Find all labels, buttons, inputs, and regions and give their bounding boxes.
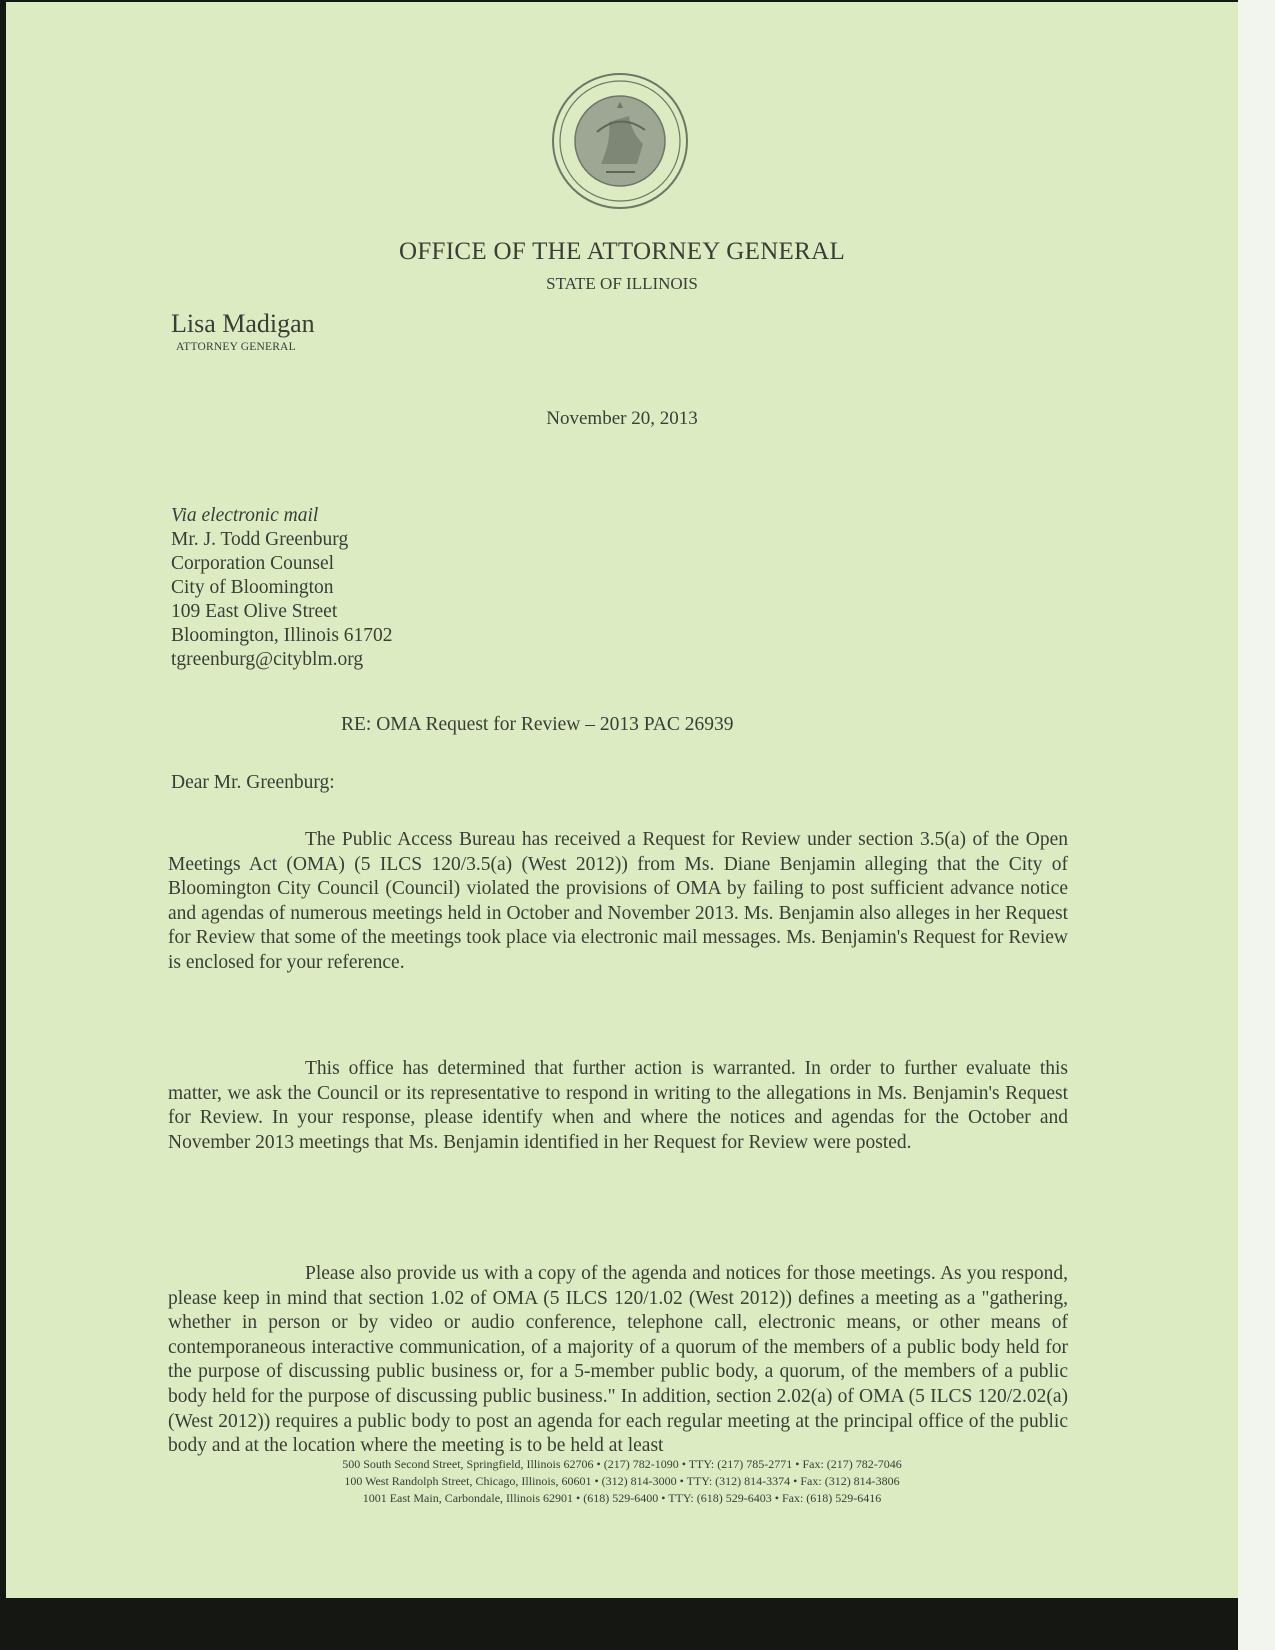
attorney-general-name: Lisa Madigan — [171, 309, 315, 338]
delivery-method: Via electronic mail — [171, 505, 319, 526]
scan-edge — [1238, 0, 1275, 1650]
recipient-title: Corporation Counsel — [171, 553, 335, 574]
recipient-city-state-zip: Bloomington, Illinois 61702 — [171, 625, 393, 646]
letter-page — [6, 2, 1238, 1598]
footer-chicago-address: 100 West Randolph Street, Chicago, Illinois, 60601 • (312) 814-3000 • TTY: (312) 814-3374 • Fax: (312) 814-3806 — [344, 1474, 900, 1488]
subject-line: RE: OMA Request for Review – 2013 PAC 26939 — [341, 714, 734, 735]
footer-carbondale-address: 1001 East Main, Carbondale, Illinois 62901 • (618) 529-6400 • TTY: (618) 529-6403 • Fax: (618) 529-6416 — [362, 1491, 882, 1505]
recipient-street: 109 East Olive Street — [171, 601, 338, 622]
recipient-address-block — [171, 504, 393, 672]
letter-date: November 20, 2013 — [546, 408, 698, 429]
recipient-organization: City of Bloomington — [171, 577, 334, 598]
illinois-attorney-general-seal-icon — [551, 72, 689, 210]
salutation: Dear Mr. Greenburg: — [171, 772, 335, 793]
body-paragraph: Please also provide us with a copy of the agenda and notices for those meetings. As you respond, please keep in mind that section 1.02 of OMA (5 ILCS 120/1.02 (West 2012)) defines a meeting as a "gathering, whether in person or by video or audio conference, telephone call, electronic means, or other means of contemporaneous interactive communication, of a majority of a quorum of the members of a public body held for the purpose of discussing public business or, for a 5-member public body, a quorum, of the members of a public body held for the purpose of discussing public business." In addition, section 2.02(a) of OMA (5 ILCS 120/2.02(a) (West 2012)) requires a public body to post an agenda for each regular meeting at the principal office of the public body and at the location where the meeting is to be held at least — [168, 1263, 1068, 1457]
attorney-general-title: ATTORNEY GENERAL — [176, 341, 296, 353]
office-title: OFFICE OF THE ATTORNEY GENERAL — [398, 238, 846, 265]
office-addresses-footer — [6, 1456, 1238, 1507]
footer-springfield-address: 500 South Second Street, Springfield, Illinois 62706 • (217) 782-1090 • TTY: (217) 785-2771 • Fax: (217) 782-7046 — [342, 1457, 902, 1471]
body-paragraph: This office has determined that further action is warranted. In order to further evaluate this matter, we ask the Council or its representative to respond in writing to the allegations in Ms. Benjamin's Request for Review. In your response, please identify when and where the notices and agendas for the October and November 2013 meetings that Ms. Benjamin identified in her Request for Review were posted. — [168, 1058, 1068, 1153]
office-state: STATE OF ILLINOIS — [546, 274, 698, 293]
body-paragraph: The Public Access Bureau has received a Request for Review under section 3.5(a) of the Open Meetings Act (OMA) (5 ILCS 120/3.5(a) (West 2012)) from Ms. Diane Benjamin alleging that the City of Bloomington City Council (Council) violated the provisions of OMA by failing to post sufficient advance notice and agendas of numerous meetings held in October and November 2013. Ms. Benjamin also alleges in her Request for Review that some of the meetings took place via electronic mail messages. Ms. Benjamin's Request for Review is enclosed for your reference. — [168, 829, 1068, 973]
recipient-email: tgreenburg@cityblm.org — [171, 649, 364, 670]
recipient-name: Mr. J. Todd Greenburg — [171, 529, 349, 550]
